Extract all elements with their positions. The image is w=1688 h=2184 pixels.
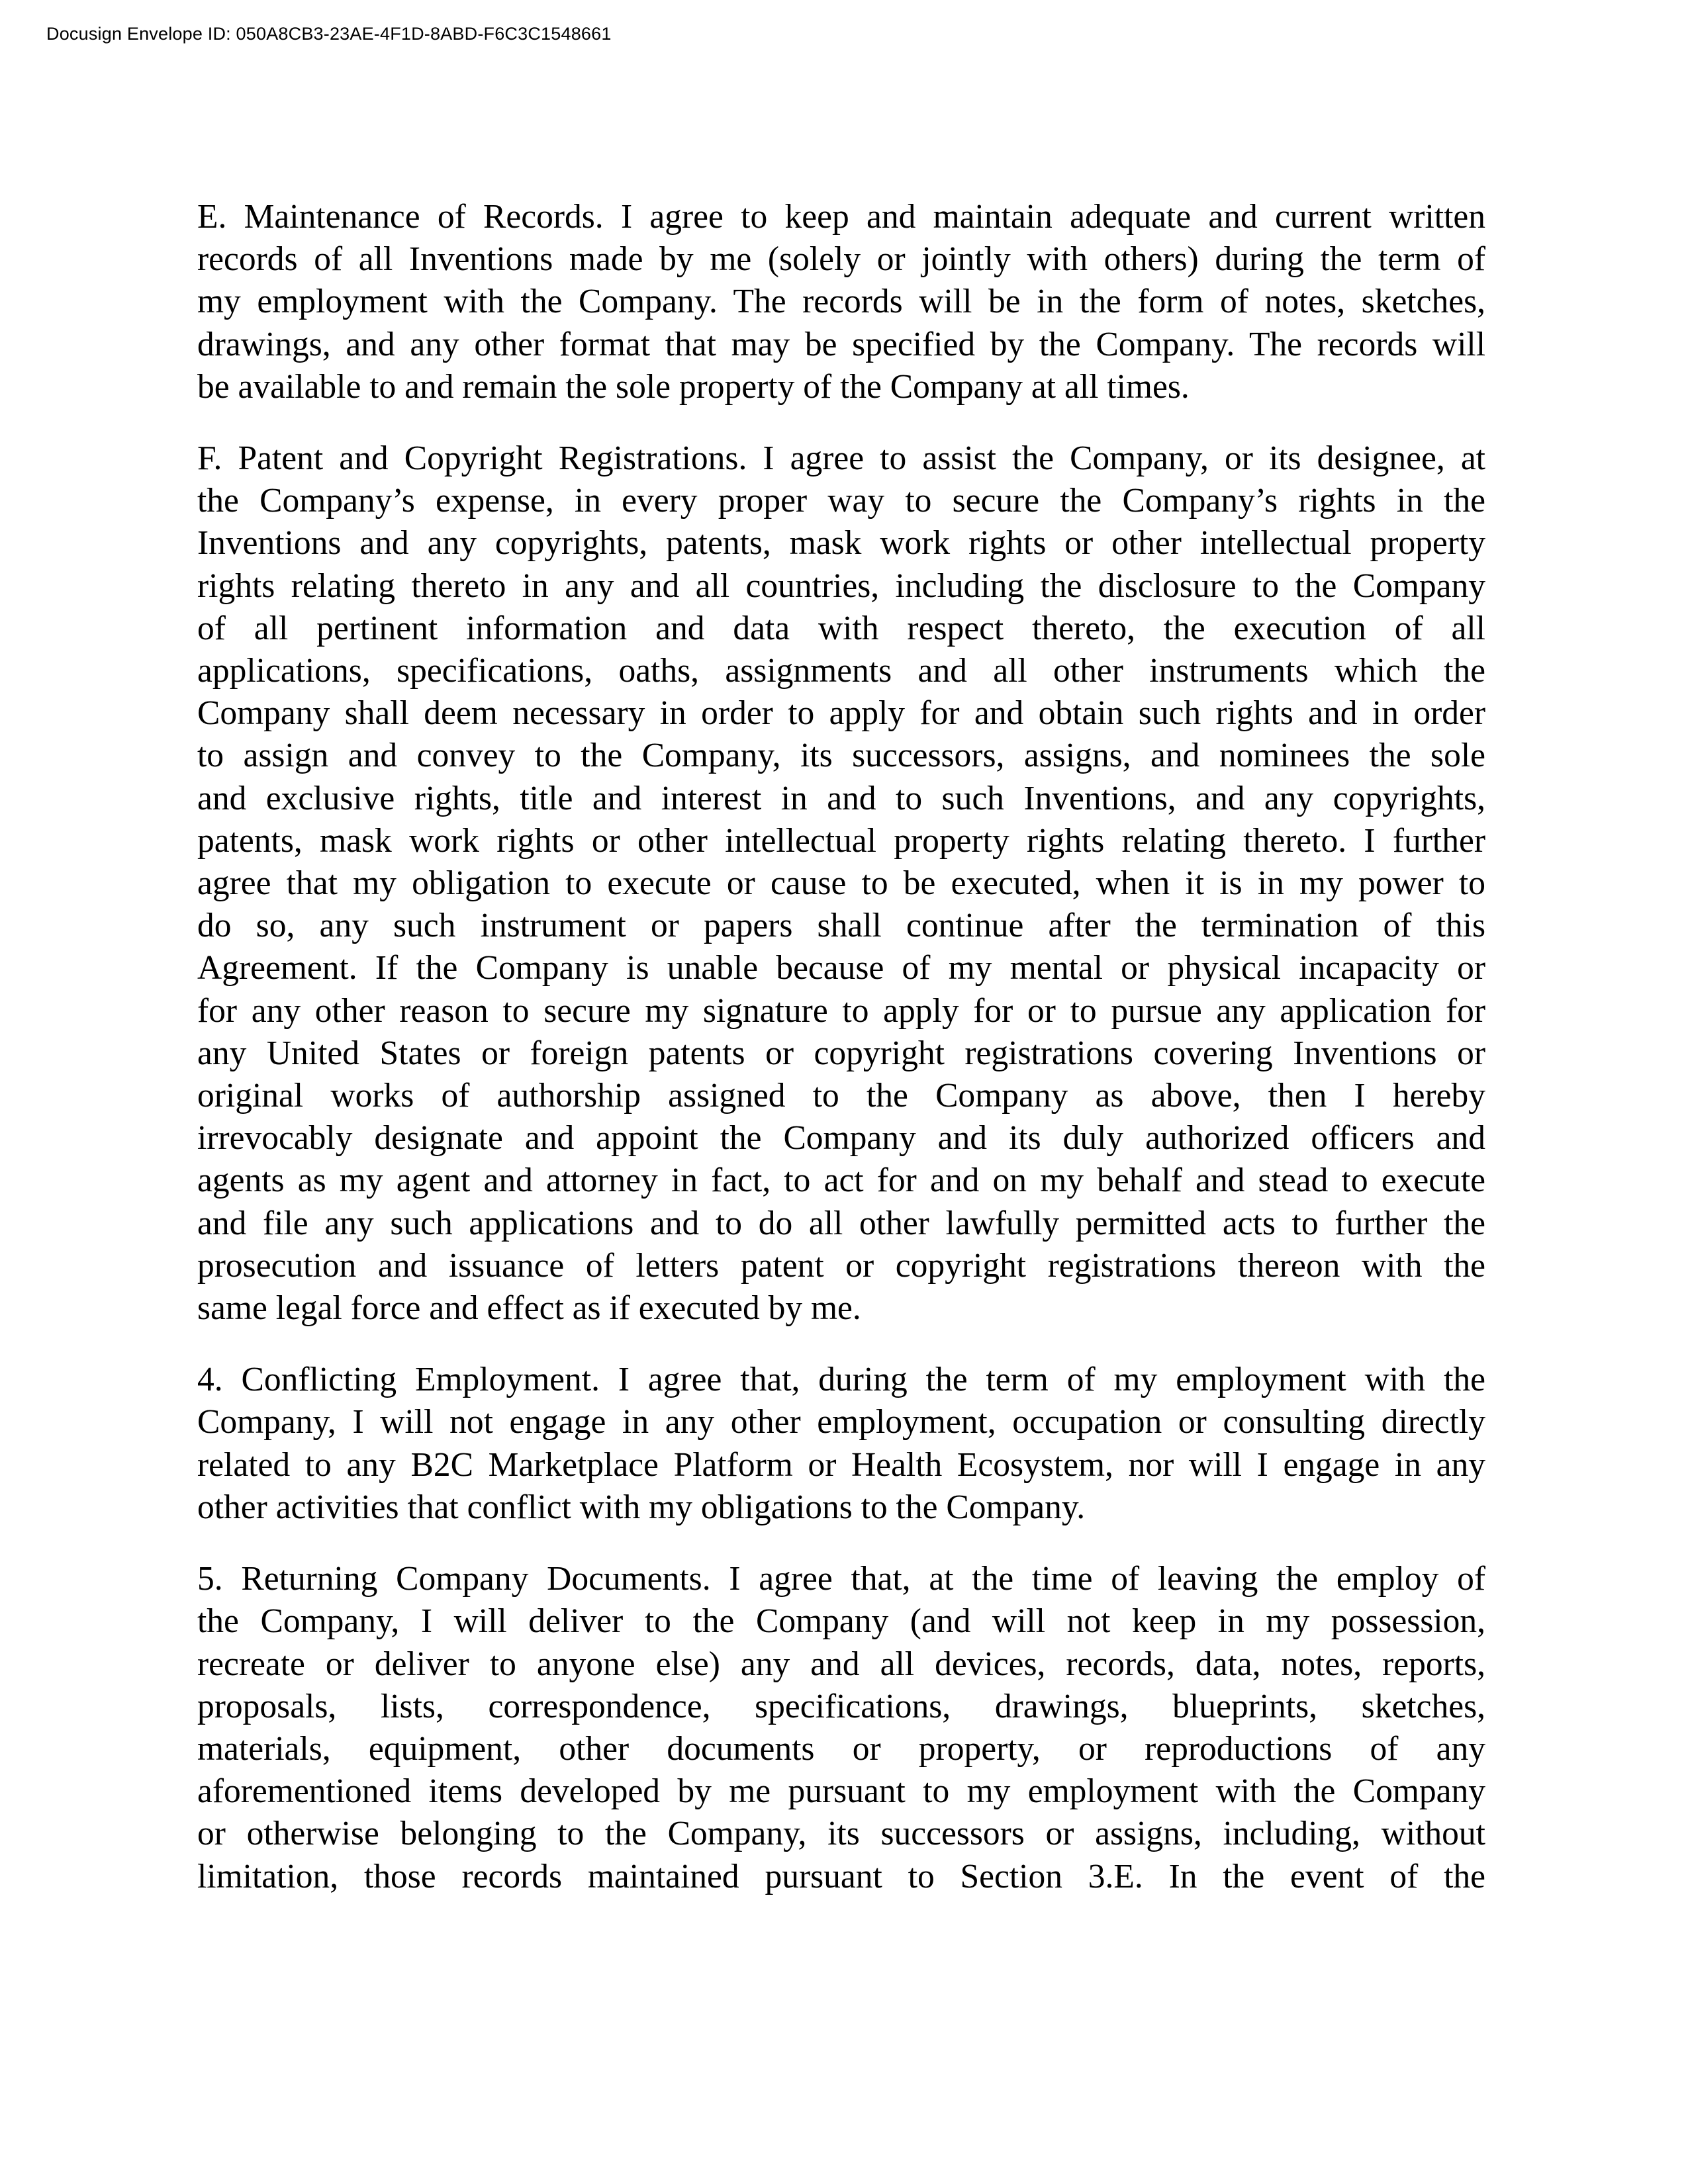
text-line: any United States or foreign patents or copyright registrations covering Inventions or [197,1034,1485,1072]
text-line: rights relating thereto in any and all countries, including the disclosure to the Company [197,567,1485,605]
text-line: aforementioned items developed by me pursuant to my employment with the Company [197,1772,1485,1811]
text-line: F. Patent and Copyright Registrations. I agree to assist the Company, or its designee, at [197,439,1485,478]
text-line: 4. Conflicting Employment. I agree that, during the term of my employment with the [197,1361,1485,1399]
section-f-patent-and-copyright-registrations [197,437,1485,1330]
text-line: records of all Inventions made by me (solely or jointly with others) during the term of [197,240,1485,279]
text-line: original works of authorship assigned to the Company as above, then I hereby [197,1077,1485,1115]
text-line: drawings, and any other format that may be specified by the Company. The records will [197,325,1485,363]
text-line: my employment with the Company. The records will be in the form of notes, sketches, [197,283,1485,321]
text-line: patents, mask work rights or other intellectual property rights relating thereto. I further [197,821,1485,860]
text-line: to assign and convey to the Company, its successors, assigns, and nominees the sole [197,737,1485,775]
text-line: recreate or deliver to anyone else) any and all devices, records, data, notes, reports, [197,1645,1485,1683]
text-line: same legal force and effect as if executed by me. [197,1289,861,1328]
section-4-conflicting-employment [197,1359,1485,1529]
text-line: Company shall deem necessary in order to apply for and obtain such rights and in order [197,694,1485,733]
text-line: limitation, those records maintained pursuant to Section 3.E. In the event of the [197,1857,1485,1895]
section-e-maintenance-of-records [197,196,1485,408]
text-line: and exclusive rights, title and interest in and to such Inventions, and any copyrights, [197,779,1485,817]
text-line: other activities that conflict with my obligations to the Company. [197,1488,1086,1526]
text-line: proposals, lists, correspondence, specifications, drawings, blueprints, sketches, [197,1687,1485,1725]
text-line: materials, equipment, other documents or property, or reproductions of any [197,1729,1485,1768]
text-line: of all pertinent information and data with respect thereto, the execution of all [197,609,1485,647]
text-line: related to any B2C Marketplace Platform or Health Ecosystem, nor will I engage in any [197,1445,1485,1484]
text-line: irrevocably designate and appoint the Company and its duly authorized officers and [197,1119,1485,1158]
text-line: for any other reason to secure my signature to apply for or to pursue any application for [197,991,1485,1030]
text-line: agree that my obligation to execute or cause to be executed, when it is in my power to [197,864,1485,903]
text-line: Company, I will not engage in any other employment, occupation or consulting directly [197,1403,1485,1441]
document-body [197,196,1485,1927]
text-line: 5. Returning Company Documents. I agree that, at the time of leaving the employ of [197,1560,1485,1598]
text-line: and file any such applications and to do all other lawfully permitted acts to further the [197,1204,1485,1242]
docusign-envelope-id: Docusign Envelope ID: 050A8CB3-23AE-4F1D-8ABD-F6C3C1548661 [46,24,612,44]
text-line: be available to and remain the sole property of the Company at all times. [197,367,1190,406]
text-line: the Company’s expense, in every proper way to secure the Company’s rights in the [197,482,1485,520]
text-line: do so, any such instrument or papers shall continue after the termination of this [197,907,1485,945]
text-line: or otherwise belonging to the Company, its successors or assigns, including, without [197,1815,1485,1853]
text-line: Inventions and any copyrights, patents, mask work rights or other intellectual property [197,524,1485,563]
text-line: E. Maintenance of Records. I agree to keep and maintain adequate and current written [197,198,1485,236]
text-line: agents as my agent and attorney in fact, to act for and on my behalf and stead to execute [197,1161,1485,1200]
text-line: the Company, I will deliver to the Company (and will not keep in my possession, [197,1602,1485,1641]
section-5-returning-company-documents [197,1558,1485,1898]
text-line: applications, specifications, oaths, assignments and all other instruments which the [197,652,1485,690]
text-line: Agreement. If the Company is unable because of my mental or physical incapacity or [197,949,1485,987]
text-line: prosecution and issuance of letters patent or copyright registrations thereon with the [197,1246,1485,1285]
